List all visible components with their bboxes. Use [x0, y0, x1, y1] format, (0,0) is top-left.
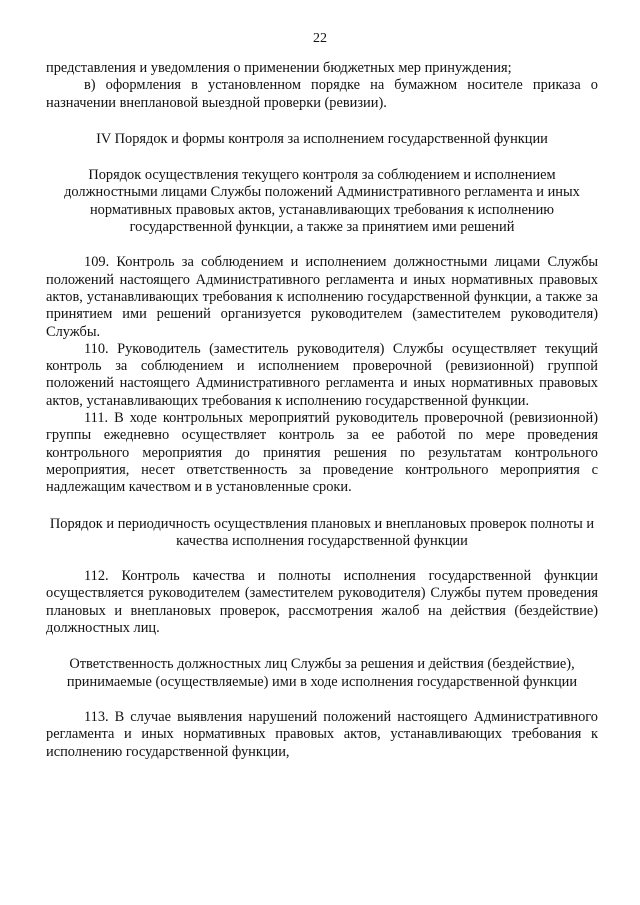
page-number: 22: [313, 31, 327, 46]
document-body: [46, 60, 598, 761]
paragraph-111: 111. В ходе контрольных мероприятий руководитель проверочной (ревизионной) группы ежедневно осуществляет контроль за ее работой по мере проведения контрольного мероприятия до принятия решения по результатам контрольного мероприятия, несет ответственность за проведение контрольного мероприятия с надлежащим качеством и в установленные сроки.: [46, 410, 598, 496]
paragraph-continuation: представления и уведомления о применении бюджетных мер принуждения;: [46, 60, 512, 76]
paragraph-109: 109. Контроль за соблюдением и исполнением должностными лицами Службы положений настоящего Административного регламента и иных нормативных правовых актов, устанавливающих требования к исполнению государственной функции, а также за принятием ими решений организуется руководителем (заместителем руководителя) Службы.: [46, 254, 598, 340]
paragraph-113: 113. В случае выявления нарушений положений настоящего Административного регламента и иных нормативных правовых актов, устанавливающих требования к исполнению государственной функции,: [46, 708, 598, 760]
subsection-title-responsibility: Ответственность должностных лиц Службы за решения и действия (бездействие), принимаемые (осуществляемые) ими в ходе исполнения государственной функции: [66, 656, 578, 690]
spacer: [46, 550, 598, 568]
spacer: [46, 691, 598, 709]
paragraph-item-v: в) оформления в установленном порядке на бумажном носителе приказа о назначении внеплановой выездной проверки (ревизии).: [46, 77, 598, 111]
spacer: [46, 236, 598, 254]
subsection-title-current-control: Порядок осуществления текущего контроля за соблюдением и исполнением должностными лицами Службы положений Административного регламента и иных нормативных правовых актов, устанавливающих требования к исполнению государственной функции, а также за принятием ими решений: [64, 167, 580, 236]
paragraph-110: 110. Руководитель (заместитель руководителя) Службы осуществляет текущий контроль за соблюдением и исполнением проверочной (ревизионной) группой положений настоящего Административного регламента и иных нормативных правовых актов, устанавливающих требования к исполнению государственной функции.: [46, 340, 598, 409]
paragraph-112: 112. Контроль качества и полноты исполнения государственной функции осуществляется руководителем (заместителем руководителя) Службы путем проведения плановых и внеплановых проверок, рассмотрения жалоб на действия (бездействие) должностных лиц.: [46, 568, 598, 637]
section-title: IV Порядок и формы контроля за исполнением государственной функции: [96, 130, 548, 147]
subsection-title-periodicity: Порядок и периодичность осуществления плановых и внеплановых проверок полноты и качества исполнения государственной функции: [49, 515, 595, 549]
